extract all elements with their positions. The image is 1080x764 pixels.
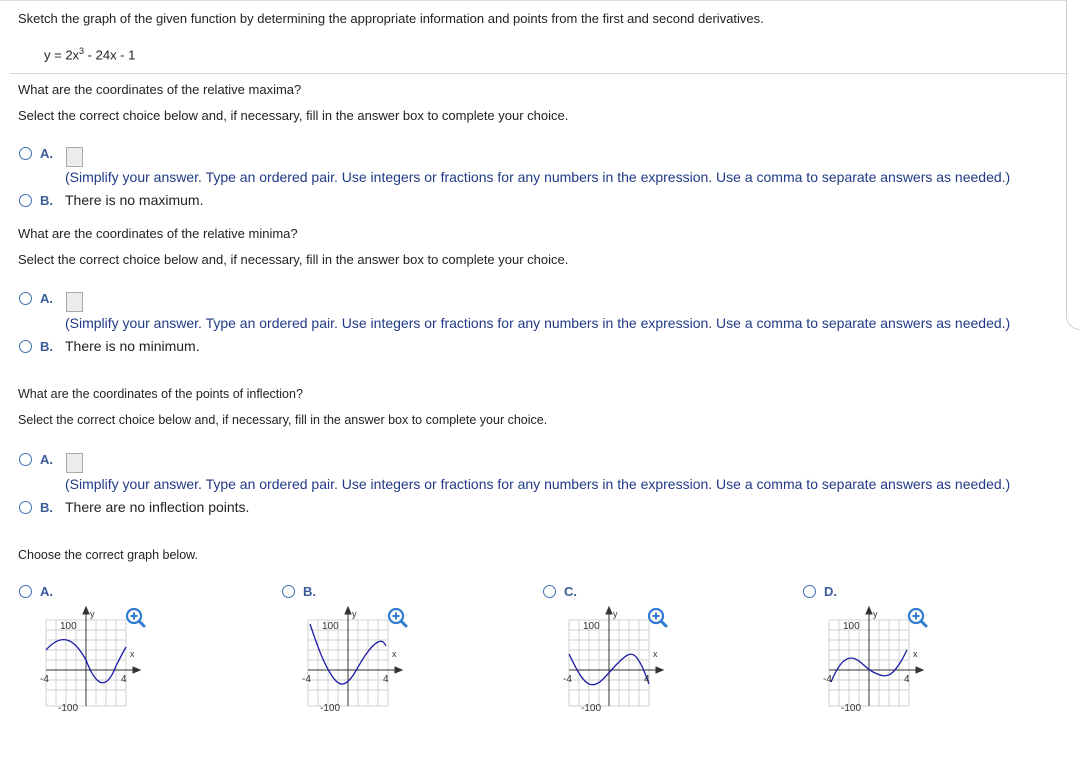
q3-option-a-radio[interactable] (19, 453, 32, 466)
q3-question: What are the coordinates of the points of inflection? (18, 387, 303, 401)
graph-d-x-left: -4 (823, 674, 832, 685)
q2-hint: (Simplify your answer. Type an ordered pair. Use integers or fractions for any numbers in the expression. Use a comma to separate answers as needed.) (65, 315, 1011, 331)
graph-b-x-name: x (392, 649, 397, 659)
graph-b-x-right: 4 (383, 674, 389, 685)
graph-d-zoom-button[interactable] (906, 606, 928, 633)
graph-a-y-top: 100 (60, 621, 77, 632)
graph-c-y-bottom: -100 (581, 703, 602, 714)
top-border (0, 0, 1066, 1)
zoom-in-icon (906, 606, 928, 628)
q1-question: What are the coordinates of the relative maxima? (18, 82, 302, 97)
graph-a-x-left: -4 (40, 674, 49, 685)
graph-a-y-bottom: -100 (58, 703, 79, 714)
q3-answer-box[interactable] (66, 453, 83, 473)
graph-d-x-right: 4 (904, 674, 910, 685)
q1-option-a-label: A. (40, 146, 53, 161)
graph-a-x-name: x (130, 649, 135, 659)
graph-option-d[interactable] (803, 584, 837, 599)
q2-option-b[interactable] (19, 339, 53, 354)
q1-prompt: Select the correct choice below and, if necessary, fill in the answer box to complete your choice. (18, 108, 569, 123)
q1-hint: (Simplify your answer. Type an ordered pair. Use integers or fractions for any numbers in the expression. Use a comma to separate answers as needed.) (65, 169, 1011, 185)
graph-option-c-label: C. (564, 584, 577, 599)
graph-b-y-bottom: -100 (320, 703, 341, 714)
q2-question: What are the coordinates of the relative minima? (18, 226, 298, 241)
graph-d-x-name: x (913, 649, 918, 659)
q3-option-b-text: There are no inflection points. (65, 499, 250, 515)
header-divider (10, 73, 1068, 74)
q4-question: Choose the correct graph below. (18, 548, 198, 562)
graph-b-y-top: 100 (322, 621, 339, 632)
function-suffix: - 24x - 1 (84, 47, 136, 63)
graph-option-c-radio[interactable] (543, 585, 556, 598)
q1-option-b-radio[interactable] (19, 194, 32, 207)
graph-d-y-bottom: -100 (841, 703, 862, 714)
scroll-frame-corner (1066, 300, 1080, 330)
q1-option-b-label: B. (40, 193, 53, 208)
graph-option-b-label: B. (303, 584, 316, 599)
q3-hint: (Simplify your answer. Type an ordered pair. Use integers or fractions for any numbers in the expression. Use a comma to separate answers as needed.) (65, 476, 1011, 492)
q2-option-a-radio[interactable] (19, 292, 32, 305)
graph-b-zoom-button[interactable] (386, 606, 408, 633)
graph-option-b-radio[interactable] (282, 585, 295, 598)
q2-prompt: Select the correct choice below and, if necessary, fill in the answer box to complete your choice. (18, 252, 569, 267)
q2-option-b-text: There is no minimum. (65, 338, 200, 354)
q1-option-b[interactable] (19, 193, 53, 208)
zoom-in-icon (124, 606, 146, 628)
q3-option-b-radio[interactable] (19, 501, 32, 514)
graph-b-x-left: -4 (302, 674, 311, 685)
graph-option-b[interactable] (282, 584, 316, 599)
graph-option-a[interactable] (19, 584, 53, 599)
graph-option-d-label: D. (824, 584, 837, 599)
graph-b-y-name: y (352, 609, 357, 619)
graph-c-x-name: x (653, 649, 658, 659)
graph-c-x-left: -4 (563, 674, 572, 685)
zoom-in-icon (386, 606, 408, 628)
graph-d-y-name: y (873, 609, 878, 619)
graph-option-a-label: A. (40, 584, 53, 599)
q3-option-b-label: B. (40, 500, 53, 515)
instruction-text: Sketch the graph of the given function by determining the appropriate information and points from the first and second derivatives. (18, 11, 764, 26)
function-exponent: 3 (79, 46, 85, 56)
function-prefix: y = 2x (44, 47, 80, 63)
graph-option-c[interactable] (543, 584, 577, 599)
q1-option-a[interactable] (19, 146, 53, 161)
graph-d-y-top: 100 (843, 621, 860, 632)
graph-option-a-radio[interactable] (19, 585, 32, 598)
q2-option-b-radio[interactable] (19, 340, 32, 353)
zoom-in-icon (646, 606, 668, 628)
graph-c-y-top: 100 (583, 621, 600, 632)
q2-option-a[interactable] (19, 291, 53, 306)
q2-option-b-label: B. (40, 339, 53, 354)
q1-answer-box[interactable] (66, 147, 83, 167)
graph-a-x-right: 4 (121, 674, 127, 685)
q2-answer-box[interactable] (66, 292, 83, 312)
q2-option-a-label: A. (40, 291, 53, 306)
q1-option-b-text: There is no maximum. (65, 192, 204, 208)
q3-option-b[interactable] (19, 500, 53, 515)
q3-prompt: Select the correct choice below and, if necessary, fill in the answer box to complete your choice. (18, 413, 548, 427)
function-expression (44, 46, 135, 62)
q3-option-a-label: A. (40, 452, 53, 467)
graph-a-zoom-button[interactable] (124, 606, 146, 633)
graph-c-y-name: y (613, 609, 618, 619)
graph-c-x-right: 4 (644, 674, 650, 685)
q1-option-a-radio[interactable] (19, 147, 32, 160)
graph-a-y-name: y (90, 609, 95, 619)
scroll-frame-edge (1066, 0, 1067, 318)
graph-option-d-radio[interactable] (803, 585, 816, 598)
q3-option-a[interactable] (19, 452, 53, 467)
graph-c-zoom-button[interactable] (646, 606, 668, 633)
